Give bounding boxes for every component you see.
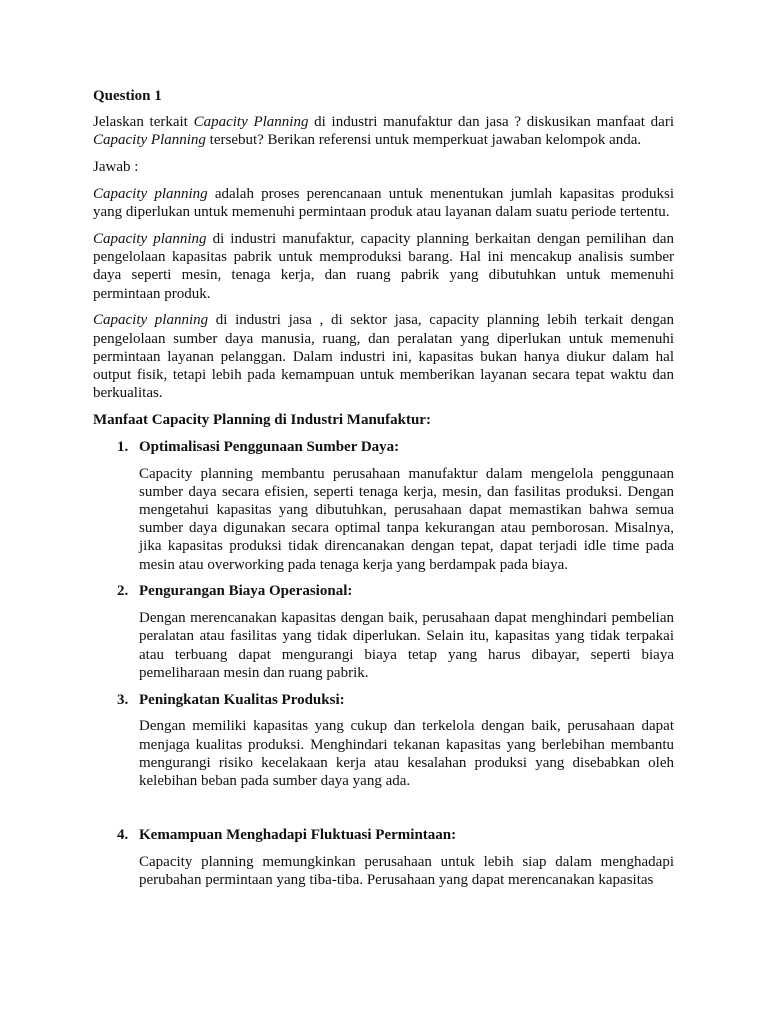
answer-paragraph-manufacturing: Capacity planning di industri manufaktur, capacity planning berkaitan dengan pemilihan dan pengelolaan kapasitas pabrik untuk memproduksi barang. Hal ini mencakup analisis sumber daya seperti mesin, tenaga kerja, dan ruang pabrik yang dibutuhkan untuk memenuhi permintaan produk. <box>93 231 674 302</box>
question-text: Jelaskan terkait Capacity Planning di industri manufaktur dan jasa ? diskusikan manfaat dari Capacity Planning tersebut? Berikan referensi untuk memperkuat jawaban kelompok anda. <box>93 114 674 149</box>
item-body: Capacity planning membantu perusahaan manufaktur dalam mengelola penggunaan sumber daya secara efisien, seperti tenaga kerja, mesin, dan fasilitas produksi. Dengan mengetahui kapasitas yang dibutuhkan, perusahaan dapat memastikan bahwa semua sumber daya digunakan secara optimal tanpa kekurangan atau pemborosan. Misalnya, jika kapasitas produksi tidak direncanakan dengan tepat, dapat terjadi idle time pada mesin atau overworking pada tenaga kerja yang berdampak pada biaya. <box>139 465 674 573</box>
answer-label: Jawab : <box>93 159 139 176</box>
item-number: 3. <box>117 691 129 708</box>
item-title: Peningkatan Kualitas Produksi: <box>139 691 345 708</box>
item-title: Kemampuan Menghadapi Fluktuasi Permintaan: <box>139 826 457 843</box>
answer-paragraph-services: Capacity planning di industri jasa , di sektor jasa, capacity planning lebih terkait dengan pengelolaan sumber daya manusia, ruang, dan peralatan yang diperlukan untuk memenuhi permintaan layanan pelanggan. Dalam industri ini, kapasitas bukan hanya diukur dalam hal output fisik, tetapi lebih pada kemampuan untuk memberikan layanan secara tepat waktu dan berkualitas. <box>93 312 674 402</box>
item-body: Capacity planning memungkinkan perusahaan untuk lebih siap dalam menghadapi perubahan permintaan yang tiba-tiba. Perusahaan yang dapat merencanakan kapasitas <box>139 853 674 888</box>
item-number: 1. <box>117 438 129 455</box>
item-title: Optimalisasi Penggunaan Sumber Daya: <box>139 438 400 455</box>
item-number: 4. <box>117 826 129 843</box>
list-item <box>93 691 674 791</box>
item-body: Dengan merencanakan kapasitas dengan baik, perusahaan dapat menghindari pembelian peralatan atau fasilitas yang tidak diperlukan. Selain itu, kapasitas yang tidak terpakai atau terbuang dapat mengurangi biaya tetap yang harus dibayar, seperti biaya pemeliharaan mesin dan ruang pabrik. <box>139 610 674 681</box>
item-title: Pengurangan Biaya Operasional: <box>139 583 353 600</box>
answer-paragraph-definition: Capacity planning adalah proses perencanaan untuk menentukan jumlah kapasitas produksi yang diperlukan untuk memenuhi permintaan produk atau layanan dalam suatu periode tertentu. <box>93 186 674 221</box>
benefits-heading: Manfaat Capacity Planning di Industri Manufaktur: <box>93 412 431 429</box>
list-item <box>93 582 674 682</box>
item-body: Dengan memiliki kapasitas yang cukup dan terkelola dengan baik, perusahaan dapat menjaga kualitas produksi. Menghindari tekanan kapasitas yang berlebihan membantu mengurangi risiko kecelakaan kerja atau kesalahan produksi yang disebabkan oleh kelebihan beban pada sumber daya yang ada. <box>139 718 674 790</box>
question-title: Question 1 <box>93 88 162 104</box>
blank-line <box>93 799 674 826</box>
list-item <box>93 438 674 574</box>
item-number: 2. <box>117 583 129 600</box>
list-item <box>93 826 674 889</box>
benefits-list <box>93 438 674 889</box>
